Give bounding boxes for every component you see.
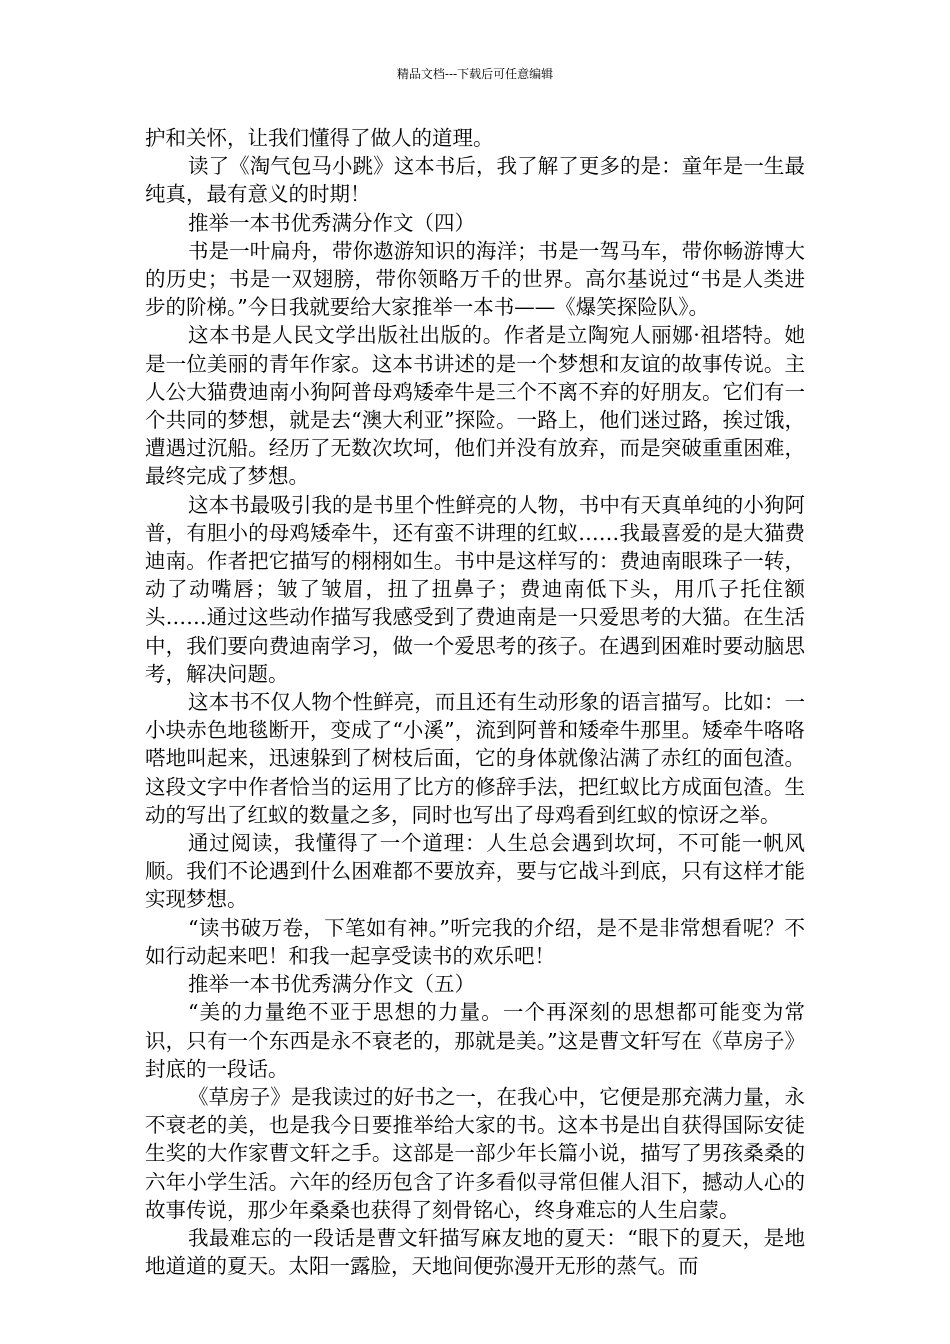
section-heading-5: 推举一本书优秀满分作文（五） <box>188 972 475 997</box>
paragraph-continuation: 护和关怀，让我们懂得了做人的道理。 <box>145 126 494 150</box>
paragraph: 这本书是人民文学出版社出版的。作者是立陶宛人丽娜·祖塔特。她是一位美丽的青年作家。这本书讲述的是一个梦想和友谊的故事传说。主人公大猫费迪南小狗阿普母鸡矮牵牛是三个不离不弃的好朋友。它们有一个共同的梦想，就是去“澳大利亚”探险。一路上，他们迷过路，挨过饿，遭遇过沉船。经历了无数次坎坷，他们并没有放弃，而是突破重重困难，最终完成了梦想。 <box>145 323 805 489</box>
paragraph: 这本书不仅人物个性鲜亮，而且还有生动形象的语言描写。比如：一小块赤色地毯断开，变成了“小溪”，流到阿普和矮牵牛那里。矮牵牛咯咯嗒地叫起来，迅速躲到了树枝后面，它的身体就像沾满了赤红的面包渣。这段文字中作者恰当的运用了比方的修辞手法，把红蚁比方成面包渣。生动的写出了红蚁的数量之多，同时也写出了母鸡看到红蚁的惊讶之举。 <box>145 690 805 827</box>
paragraph: 我最难忘的一段话是曹文轩描写麻友地的夏天：“眼下的夏天，是地地道道的夏天。太阳一露脸，天地间便弥漫开无形的蒸气。而 <box>145 1225 805 1279</box>
section-heading-4: 推举一本书优秀满分作文（四） <box>188 210 475 235</box>
paragraph: 通过阅读，我懂得了一个道理：人生总会遇到坎坷，不可能一帆风顺。我们不论遇到什么困难都不要放弃，要与它战斗到底，只有这样才能实现梦想。 <box>145 831 805 912</box>
paragraph: “美的力量绝不亚于思想的力量。一个再深刻的思想都可能变为常识，只有一个东西是永不衰老的，那就是美。”这是曹文轩写在《草房子》封底的一段话。 <box>145 1000 805 1081</box>
paragraph: 读了《淘气包马小跳》这本书后，我了解了更多的是：童年是一生最纯真，最有意义的时期！ <box>145 154 805 207</box>
paragraph: 《草房子》是我读过的好书之一，在我心中，它便是那充满力量，永不衰老的美，也是我今日要推举给大家的书。这本书是出自获得国际安徒生奖的大作家曹文轩之手。这部是一部少年长篇小说，描写了男孩桑桑的六年小学生活。六年的经历包含了许多看似寻常但催人泪下，撼动人心的故事传说，那少年桑桑也获得了刻骨铭心，终身难忘的人生启蒙。 <box>145 1084 805 1222</box>
paragraph: “读书破万卷，下笔如有神。”听完我的介绍，是不是非常想看呢？不如行动起来吧！和我一起享受读书的欢乐吧！ <box>145 915 805 968</box>
body-text <box>145 124 805 1280</box>
paragraph: 书是一叶扁舟，带你遨游知识的海洋；书是一驾马车，带你畅游博大的历史；书是一双翅膀，带你领略万千的世界。高尔基说过“书是人类进步的阶梯。”今日我就要给大家推举一本书——《爆笑探险队》。 <box>145 238 805 320</box>
paragraph: 这本书最吸引我的是书里个性鲜亮的人物，书中有天真单纯的小狗阿普，有胆小的母鸡矮牵牛，还有蛮不讲理的红蚁……我最喜爱的是大猫费迪南。作者把它描写的栩栩如生。书中是这样写的：费迪南眼珠子一转，动了动嘴唇；皱了皱眉，扭了扭鼻子；费迪南低下头，用爪子托住额头……通过这些动作描写我感受到了费迪南是一只爱思考的大猫。在生活中，我们要向费迪南学习，做一个爱思考的孩子。在遇到困难时要动脑思考，解决问题。 <box>145 492 805 686</box>
header-watermark: 精品文档---下载后可任意编辑 <box>396 67 554 81</box>
